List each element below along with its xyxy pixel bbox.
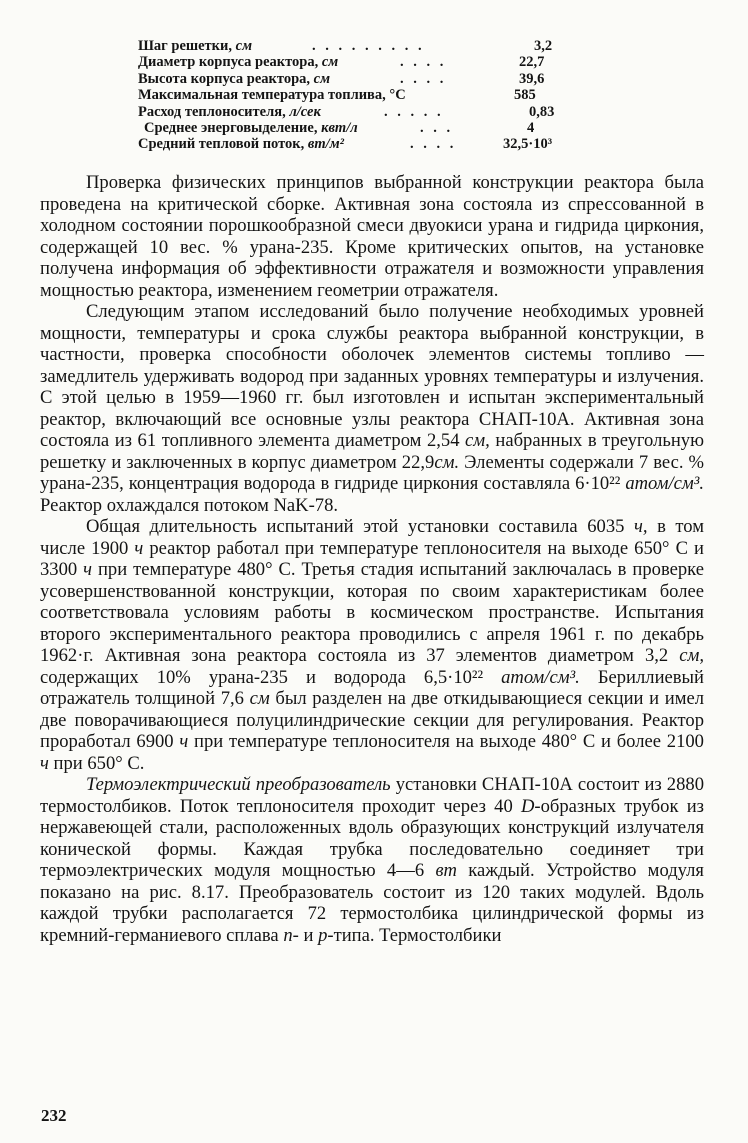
- leader-dots: . . . . . . . . .: [312, 38, 425, 54]
- leader-dots: . . .: [420, 119, 454, 136]
- spec-label: Диаметр корпуса реактора, см: [138, 54, 339, 71]
- leader-dots: . . . . .: [384, 103, 444, 120]
- spec-value: 32,5·10³: [503, 136, 553, 153]
- spec-value: 4: [527, 119, 535, 136]
- spec-row: [138, 104, 618, 120]
- spec-row: [138, 71, 618, 87]
- page-number: 232: [41, 1106, 67, 1125]
- paragraph: Проверка физических принципов выбранной конструкции реактора была проведена на критической сборке. Активная зона состояла из спрессованной в холодном состоянии порошкообразной смеси двуокиси урана и гидрида циркония, содержащей 10 вес. % урана-235. Кроме критических опытов, на установке получена информация об эффективности отражателя и возможности управления мощностью реактора, изменением геометрии отражателя.: [40, 172, 704, 301]
- reactor-spec-table: [138, 38, 618, 153]
- spec-row: [138, 87, 618, 103]
- spec-label: Шаг решетки, см: [138, 38, 253, 54]
- spec-label: Среднее энерговыделение, квт/л: [144, 119, 358, 136]
- leader-dots: . . . .: [400, 54, 447, 71]
- spec-value: 22,7: [519, 54, 545, 71]
- spec-row: [138, 38, 618, 54]
- leader-dots: . . . .: [410, 136, 457, 153]
- body-text: [40, 172, 704, 946]
- spec-label: Средний тепловой поток, вт/м²: [138, 136, 344, 153]
- spec-value: 0,83: [529, 103, 555, 120]
- spec-value: 39,6: [519, 70, 545, 87]
- paragraph: Общая длительность испытаний этой установки составила 6035 ч, в том числе 1900 ч реактор работал при температуре теплоносителя на выходе 650° С и 3300 ч при температуре 480° С. Третья стадия испытаний заключалась в проверке усовершенствованной конструкции, которая по своим характеристикам более соответствовала условиям работы в космическом пространстве. Испытания второго экспериментального реактора проводились с апреля 1961 г. по декабрь 1962·г. Активная зона реактора состояла из 37 элементов диаметром 3,2 см, содержащих 10% урана-235 и водорода 6,5·10²² атом/см³. Бериллиевый отражатель толщиной 7,6 см был разделен на две откидывающиеся секции и имел две поворачивающиеся полуцилиндрические секции для регулирования. Реактор проработал 6900 ч при температуре теплоносителя на выходе 480° С и более 2100 ч при 650° С.: [40, 516, 705, 774]
- spec-value: 585: [514, 87, 536, 104]
- paragraph: Термоэлектрический преобразователь установки СНАП-10А состоит из 2880 термостолбиков. Поток теплоносителя проходит через 40 D-образных трубок из нержавеющей стали, расположенных вдоль образующих конструкций излучателя конической формы. Каждая трубка последовательно соединяет три термоэлектрических модуля мощностью 4—6 вт каждый. Устройство модуля показано на рис. 8.17. Преобразователь состоит из 120 таких модулей. Вдоль каждой трубки располагается 72 термостолбика цилиндрической формы из кремний-германиевого сплава n- и p-типа. Термостолбики: [40, 774, 704, 946]
- spec-row: [138, 120, 618, 136]
- paragraph: Следующим этапом исследований было получение необходимых уровней мощности, температуры и срока службы реактора выбранной конструкции, в частности, проверка способности оболочек элементов системы топливо — замедлитель удерживать водород при заданных уровнях температуры и излучения. С этой целью в 1959—1960 гг. был изготовлен и испытан экспериментальный реактор, включающий все основные узлы реактора СНАП-10А. Активная зона состояла из 61 топливного элемента диаметром 2,54 см, набранных в треугольную решетку и заключенных в корпус диаметром 22,9см. Элементы содержали 7 вес. % урана-235, концентрация водорода в гидриде циркония составляла 6·10²² атом/см³. Реактор охлаждался потоком NaK-78.: [40, 301, 705, 516]
- leader-dots: . . . .: [400, 70, 447, 87]
- spec-value: 3,2: [534, 38, 553, 54]
- spec-row: [138, 54, 618, 70]
- spec-row: [138, 136, 618, 152]
- spec-label: Высота корпуса реактора, см: [138, 70, 331, 87]
- spec-label: Максимальная температура топлива, °С: [138, 87, 406, 104]
- spec-label: Расход теплоносителя, л/сек: [138, 103, 321, 120]
